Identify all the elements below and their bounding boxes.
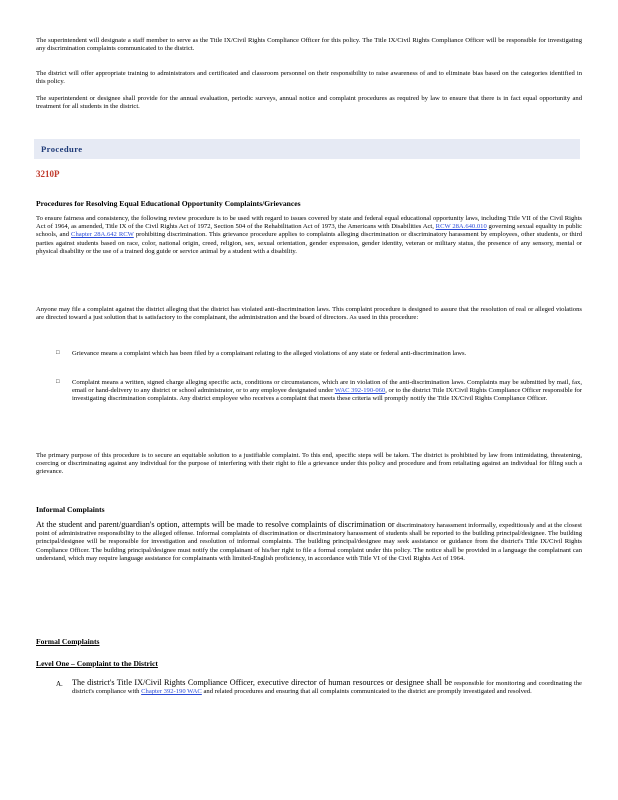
informal-paragraph-lead: At the student and parent/guardian's option, attempts will be made to resolve complaints of discrimination or [36, 520, 395, 529]
bullet-icon: □ [56, 379, 60, 385]
body-paragraph-1-a: To ensure fairness and consistency, the following review procedure is to be used with regard to issues covered by state and federal equal educational opportunity laws, including Title VII of the Civil Rights Act of 1964, as amended, Title IX of the Civil Rights Act of 1972, Section 504 of the Rehabilitation Act of 1973, the Americans with Disabilities Act, [36, 215, 582, 231]
item-label-a: A. [56, 680, 63, 688]
informal-heading: Informal Complaints [36, 505, 105, 514]
item-a-lead: The district's Title IX/Civil Rights Compliance Officer, executive director of human resources or designee shall be [72, 678, 453, 687]
link-rcw-28a-640-010[interactable]: RCW 28A.640.010 [435, 223, 487, 231]
definition-grievance: Grievance means a complaint which has been filed by a complainant relating to the alleged violations of any state or federal anti-discrimination laws. [72, 350, 467, 357]
formal-heading: Formal Complaints [36, 637, 100, 646]
body-paragraph-1-c: prohibiting discrimination. This grievance procedure applies to complaints alleging discrimination or discriminatory harassment by employees, other students, or third parties against students based on race, color, national origin, creed, religion, sex, sexual orientation, gender expression, gender identity, veteran or military status, the presence of any sensory, mental or physical disability or the use of a trained dog guide or service animal by a student with a disability. [36, 231, 583, 255]
body-paragraph-1-b: governing sexual equality in public schools, and [36, 223, 582, 239]
link-wac-392-190-060[interactable]: WAC 392-190-060 [334, 387, 386, 395]
procedure-title: Procedures for Resolving Equal Educational Opportunity Complaints/Grievances [36, 199, 301, 208]
intro-paragraph-1: The superintendent will designate a staff member to serve as the Title IX/Civil Rights Compliance Officer for this policy. The Title IX/Civil Rights Compliance Officer will be responsible for investigating any discrimination complaints communicated to the district. [36, 37, 582, 53]
body-paragraph-3: The primary purpose of this procedure is to secure an equitable solution to a justifiable complaint. To this end, specific steps will be taken. The district is prohibited by law from intimidating, threatening, coercing or discriminating against any individual for the purpose of interfering with their right to file a grievance under this policy and procedure and from retaliating against an individual for filing such a grievance. [36, 452, 582, 476]
link-chapter-28a-642-rcw[interactable]: Chapter 28A.642 RCW [71, 231, 134, 239]
definition-complaint-b: , or to the district Title IX/Civil Rights Compliance Officer responsible for investigating discrimination complaints. Any district employee who receives a complaint that meets these criteria will promptly notify the Title IX/Civil Rights Compliance Officer. [72, 387, 583, 403]
bullet-icon: □ [56, 350, 60, 356]
informal-paragraph [36, 521, 582, 563]
body-paragraph-1 [36, 215, 582, 256]
procedure-code: 3210P [36, 169, 60, 179]
intro-paragraph-2: The district will offer appropriate training to administrators and certificated and classroom personnel on their responsibility to raise awareness of and to eliminate bias based on the categories identified in this policy. [36, 70, 582, 86]
level-one-heading: Level One – Complaint to the District [36, 659, 158, 668]
definition-complaint [72, 379, 582, 404]
definition-complaint-a: Complaint means a written, signed charge alleging specific acts, conditions or circumstances, which are in violation of the anti-discrimination laws. Complaints may be submitted by mail, fax, email or hand-delivery to any district or school administrator, or to any employee designated under [72, 379, 582, 395]
link-chapter-392-190-wac[interactable]: Chapter 392-190 WAC [141, 688, 202, 696]
intro-paragraph-3: The superintendent or designee shall provide for the annual evaluation, periodic surveys, annual notice and complaint procedures as required by law to ensure that there is in fact equal opportunity and treatment for all students in the district. [36, 95, 582, 111]
section-bar [34, 139, 580, 159]
section-bar-label: Procedure [41, 144, 83, 154]
informal-paragraph-body: discriminatory harassment informally, expeditiously and at the closest point of administrative responsibility to the alleged offense. Informal complaints of discrimination or discriminatory harassment of students shall be reported to the building principal/designee. The building principal/designee will be responsible for investigation and resolution of informal complaints. The building principal/designee may seek assistance or guidance from the district's Title IX/Civil Rights Compliance Officer. The building principal/designee must notify the complainant of his/her right to file a formal complaint under this policy. The notice shall be provided in a language the complainant can understand, which may require language assistance for complainants with limited-English proficiency, in accordance with Title VI of the Civil Rights Act of 1964. [36, 522, 582, 562]
body-paragraph-2: Anyone may file a complaint against the district alleging that the district has violated anti-discrimination laws. This complaint procedure is designed to assure that the resolution of real or alleged violations are directed toward a just solution that is satisfactory to the complainant, the administration and the board of directors. As used in this procedure: [36, 306, 582, 322]
item-a-b: responsible for monitoring and coordinating the district's compliance with [72, 680, 582, 696]
item-a-c: and related procedures and ensuring that all complaints communicated to the district are promptly investigated and resolved. [203, 688, 532, 696]
item-a-text [72, 679, 582, 696]
